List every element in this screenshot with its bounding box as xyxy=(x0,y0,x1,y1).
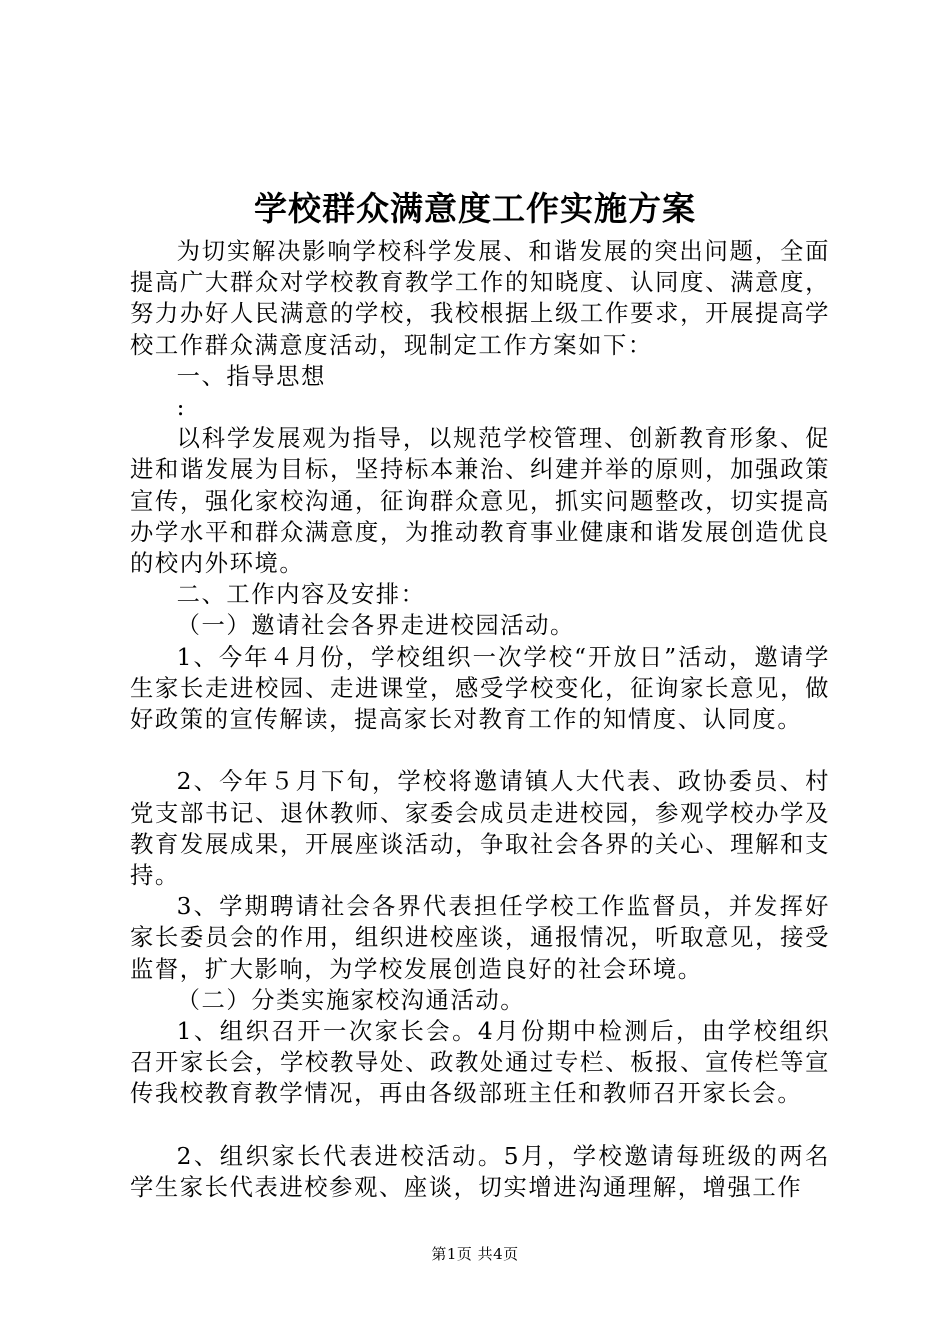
intro-paragraph: 为切实解决影响学校科学发展、和谐发展的突出问题，全面提高广大群众对学校教育教学工作的知晓度、认同度、满意度，努力办好人民满意的学校，我校根据上级工作要求，开展提高学校工作群众满意度活动，现制定工作方案如下： xyxy=(130,238,830,359)
section-colon: : xyxy=(176,394,187,422)
paragraph-gap xyxy=(130,735,830,766)
list-item: 1、组织召开一次家长会。4月份期中检测后，由学校组织召开家长会，学校教导处、政教处通过专栏、板报、宣传栏等宣传我校教育教学情况，再由各级部班主任和教师召开家长会。 xyxy=(130,1018,830,1108)
subsection-heading-home-school: （二）分类实施家校沟通活动。 xyxy=(176,986,526,1014)
paragraph-gap xyxy=(130,1110,830,1141)
section-heading-guiding-ideology: 一、指导思想 xyxy=(176,362,326,390)
list-item: 1、今年４月份，学校组织一次学校“开放日”活动，邀请学生家长走进校园、走进课堂，感受学校变化，征询家长意见，做好政策的宣传解读，提高家长对教育工作的知情度、认同度。 xyxy=(130,643,830,734)
page-footer: 第1页 共4页 xyxy=(431,1245,519,1263)
document-body xyxy=(130,236,830,1203)
document-title: 学校群众满意度工作实施方案 xyxy=(254,189,696,228)
guiding-ideology-paragraph: 以科学发展观为指导，以规范学校管理、创新教育形象、促进和谐发展为目标，坚持标本兼治、纠建并举的原则，加强政策宣传，强化家校沟通，征询群众意见，抓实问题整改，切实提高办学水平和群众满意度，为推动教育事业健康和谐发展创造优良的校内外环境。 xyxy=(130,425,830,578)
list-item: 2、组织家长代表进校活动。5月，学校邀请每班级的两名学生家长代表进校参观、座谈，切实增进沟通理解，增强工作 xyxy=(130,1142,830,1202)
subsection-heading-invite-society: （一）邀请社会各界走进校园活动。 xyxy=(176,612,575,640)
list-item: 2、今年５月下旬，学校将邀请镇人大代表、政协委员、村党支部书记、退休教师、家委会成员走进校园，参观学校办学及教育发展成果，开展座谈活动，争取社会各界的关心、理解和支持。 xyxy=(130,768,830,890)
section-heading-work-content: 二、工作内容及安排： xyxy=(176,581,426,609)
list-item: 3、学期聘请社会各界代表担任学校工作监督员，并发挥好家长委员会的作用，组织进校座谈，通报情况，听取意见，接受监督，扩大影响，为学校发展创造良好的社会环境。 xyxy=(130,893,830,983)
